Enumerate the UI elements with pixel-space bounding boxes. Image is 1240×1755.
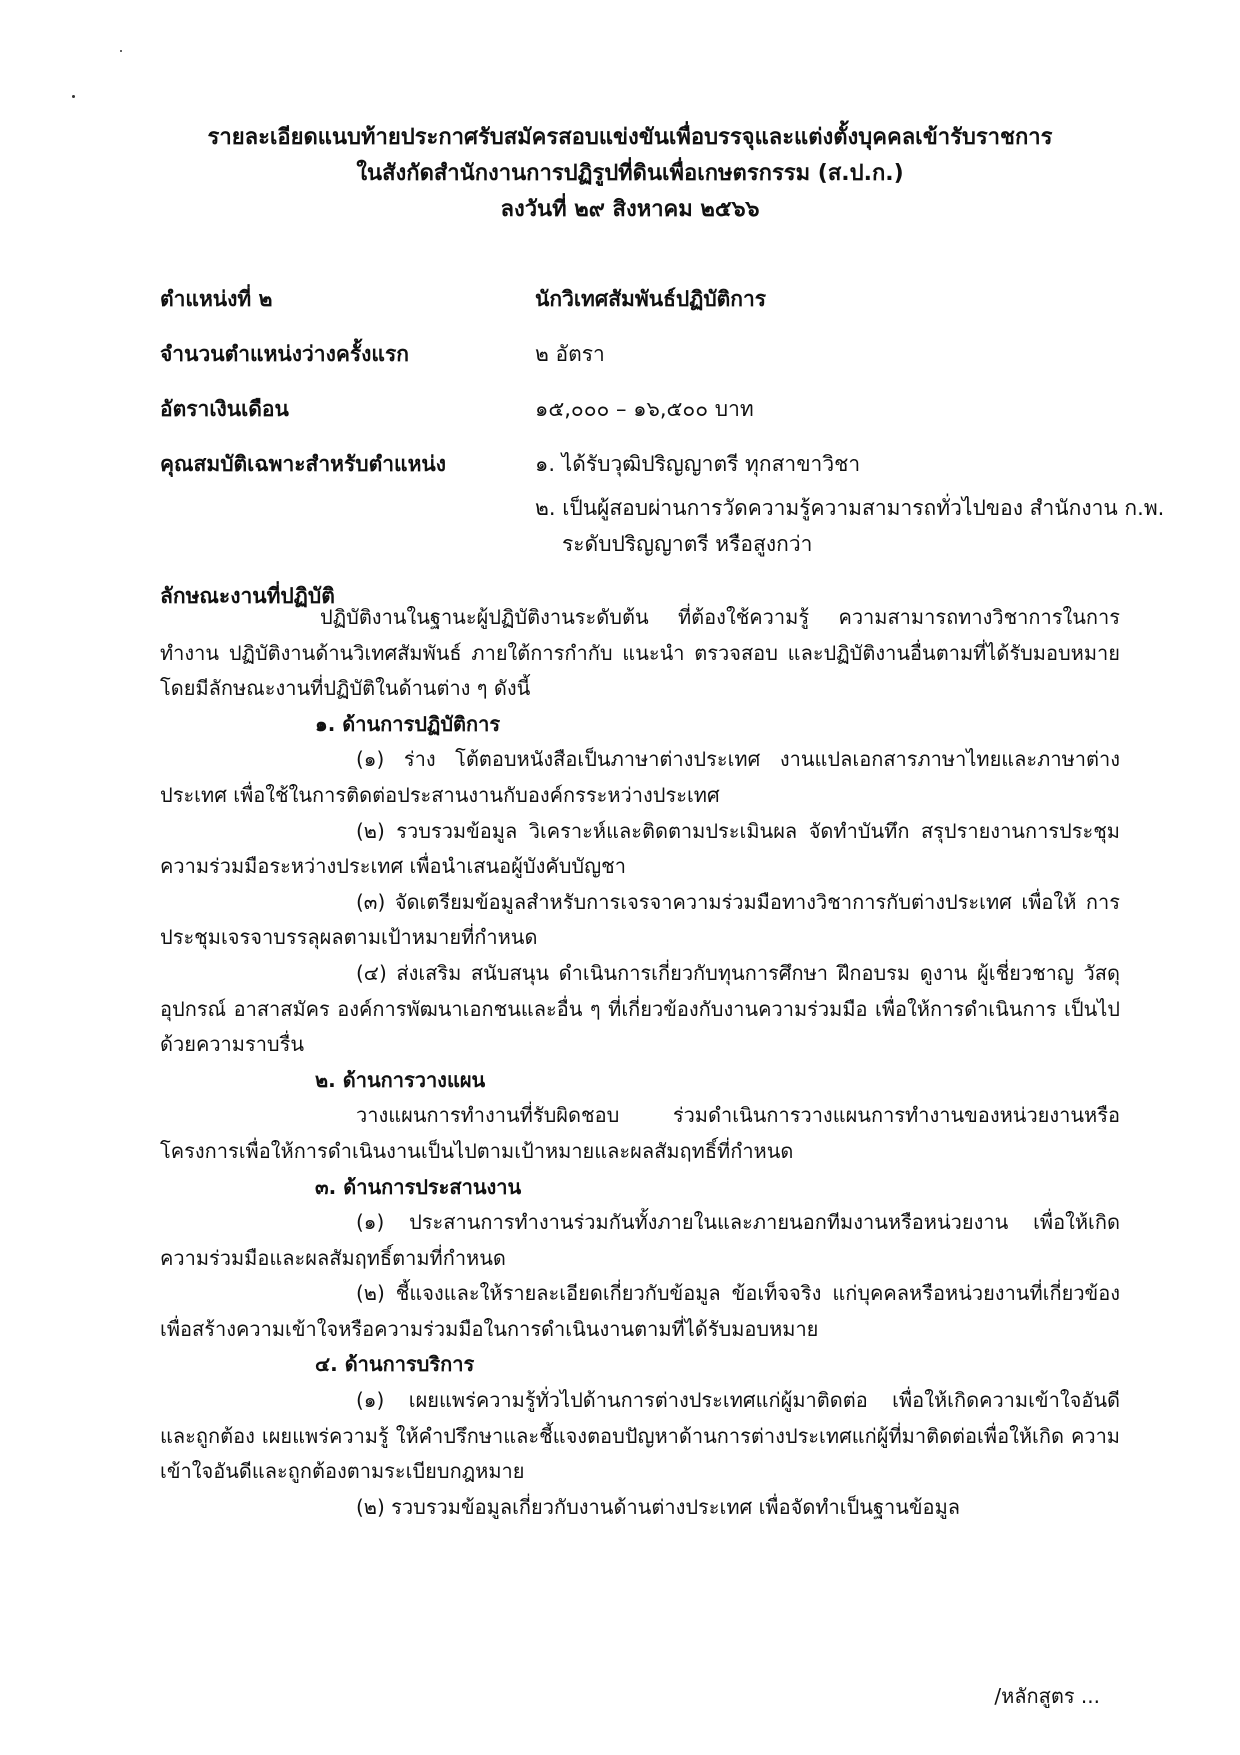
qualifications-label: คุณสมบัติเฉพาะสำหรับตำแหน่ง (160, 452, 447, 476)
vacancies-value: ๒ อัตรา (535, 342, 605, 366)
duties-title: ลักษณะงานที่ปฏิบัติ (160, 584, 335, 608)
duty-item: (๒) รวบรวมข้อมูลเกี่ยวกับงานด้านต่างประเทศ เพื่อจัดทำเป็นฐานข้อมูล (356, 1494, 961, 1519)
vacancies-label: จำนวนตำแหน่งว่างครั้งแรก (160, 342, 409, 366)
section-title: ๒. ด้านการวางแผน (315, 1067, 486, 1092)
duties-body (160, 600, 1120, 1525)
duty-item: (๒) ชี้แจงและให้รายละเอียดเกี่ยวกับข้อมูล ข้อเท็จจริง แก่บุคคลหรือหน่วยงานที่เกี่ยวข้อง เพื่อสร้างความเข้าใจหรือความร่วมมือในการดำเนินงานตามที่ได้รับมอบหมาย (160, 1281, 1120, 1341)
position-value: นักวิเทศสัมพันธ์ปฏิบัติการ (535, 287, 767, 311)
header-line-2: ในสังกัดสำนักงานการปฏิรูปที่ดินเพื่อเกษตรกรรม (ส.ป.ก.) (356, 161, 904, 186)
duty-item: (๓) จัดเตรียมข้อมูลสำหรับการเจรจาความร่วมมือทางวิชาการกับต่างประเทศ เพื่อให้ การประชุมเจรจาบรรลุผลตามเป้าหมายที่กำหนด (160, 889, 1120, 950)
section-title: ๔. ด้านการบริการ (315, 1352, 475, 1377)
qualification-item: ๒. เป็นผู้สอบผ่านการวัดความรู้ความสามารถทั่วไปของ สำนักงาน ก.พ. (535, 496, 1165, 520)
header-line-1: รายละเอียดแนบท้ายประกาศรับสมัครสอบแข่งขันเพื่อบรรจุและแต่งตั้งบุคคลเข้ารับราชการ (207, 125, 1053, 150)
duties-intro: ปฏิบัติงานในฐานะผู้ปฏิบัติงานระดับต้น ที่ต้องใช้ความรู้ ความสามารถทางวิชาการในการทำงาน ปฏิบัติงานด้านวิเทศสัมพันธ์ ภายใต้การกำกับ แนะนำ ตรวจสอบ และปฏิบัติงานอื่นตามที่ได้รับมอบหมาย โดยมีลักษณะงานที่ปฏิบัติในด้านต่าง ๆ ดังนี้ (160, 605, 1120, 701)
document-header (160, 120, 1100, 228)
salary-value: ๑๕,๐๐๐ – ๑๖,๕๐๐ บาท (535, 397, 754, 421)
duty-item: (๒) รวบรวมข้อมูล วิเคราะห์และติดตามประเมินผล จัดทำบันทึก สรุปรายงานการประชุม ความร่วมมือระหว่างประเทศ เพื่อนำเสนอผู้บังคับบัญชา (160, 818, 1120, 879)
duty-item: (๑) ร่าง โต้ตอบหนังสือเป็นภาษาต่างประเทศ งานแปลเอกสารภาษาไทยและภาษาต่างประเทศ เพื่อใช้ในการติดต่อประสานงานกับองค์กรระหว่างประเทศ (160, 747, 1120, 807)
section-title: ๓. ด้านการประสานงาน (315, 1174, 522, 1199)
qualification-item: ระดับปริญญาตรี หรือสูงกว่า (562, 532, 813, 556)
header-date: ลงวันที่ ๒๙ สิงหาคม ๒๕๖๖ (500, 197, 760, 222)
salary-label: อัตราเงินเดือน (160, 397, 289, 421)
duty-item: (๑) เผยแพร่ความรู้ทั่วไปด้านการต่างประเทศแก่ผู้มาติดต่อ เพื่อให้เกิดความเข้าใจอันดี และถูกต้อง เผยแพร่ความรู้ ให้คำปรึกษาและชี้แจงตอบปัญหาด้านการต่างประเทศแก่ผู้ที่มาติดต่อเพื่อให้เกิด ความเข้าใจอันดีและถูกต้องตามระเบียบกฎหมาย (160, 1388, 1120, 1484)
duty-item: (๑) ประสานการทำงานร่วมกันทั้งภายในและภายนอกทีมงานหรือหน่วยงาน เพื่อให้เกิด ความร่วมมือและผลสัมฤทธิ์ตามที่กำหนด (160, 1210, 1120, 1270)
scan-speck (120, 50, 122, 52)
position-label: ตำแหน่งที่ ๒ (160, 287, 273, 311)
continuation-note: /หลักสูตร ... (994, 1684, 1100, 1708)
scan-speck (72, 95, 75, 98)
duty-item: (๔) ส่งเสริม สนับสนุน ดำเนินการเกี่ยวกับทุนการศึกษา ฝึกอบรม ดูงาน ผู้เชี่ยวชาญ วัสดุ อุปกรณ์ อาสาสมัคร องค์การพัฒนาเอกชนและอื่น ๆ ที่เกี่ยวข้องกับงานความร่วมมือ เพื่อให้การดำเนินการ เป็นไปด้วยความราบรื่น (160, 960, 1120, 1057)
duty-item: วางแผนการทำงานที่รับผิดชอบ ร่วมดำเนินการวางแผนการทำงานของหน่วยงานหรือ โครงการเพื่อให้การดำเนินงานเป็นไปตามเป้าหมายและผลสัมฤทธิ์ที่กำหนด (160, 1103, 1120, 1163)
qualification-item: ๑. ได้รับวุฒิปริญญาตรี ทุกสาขาวิชา (535, 452, 861, 476)
section-title: ๑. ด้านการปฏิบัติการ (315, 711, 501, 736)
